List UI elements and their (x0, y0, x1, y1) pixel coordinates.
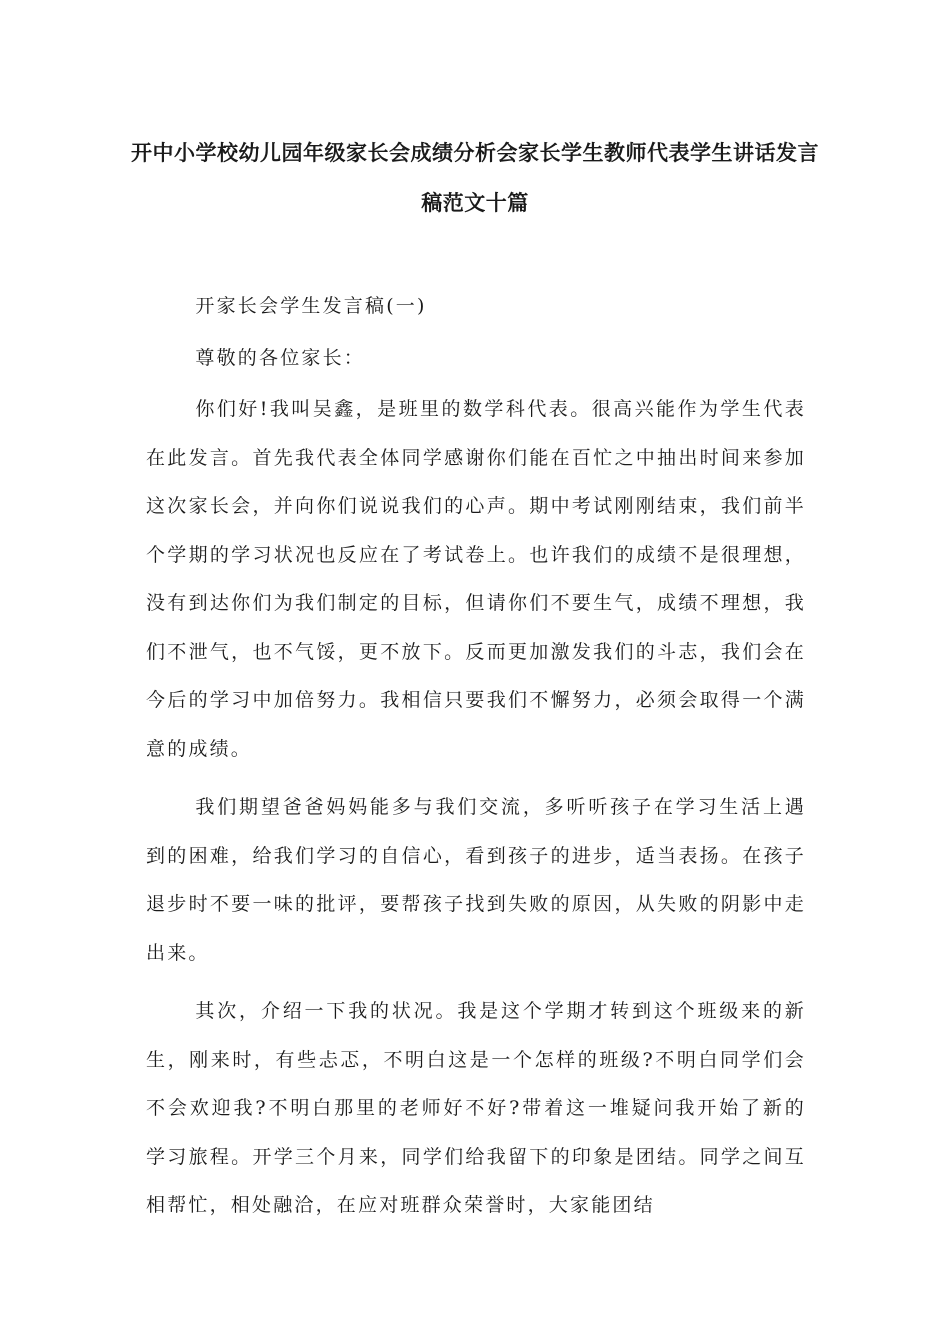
salutation: 尊敬的各位家长： (195, 346, 365, 369)
paragraph-1: 你们好!我叫吴鑫，是班里的数学科代表。很高兴能作为学生代表在此发言。首先我代表全体同学感谢你们能在百忙之中抽出时间来参加这次家长会，并向你们说说我们的心声。期中考试刚刚结束，我们前半个学期的学习状况也反应在了考试卷上。也许我们的成绩不是很理想，没有到达你们为我们制定的目标，但请你们不要生气，成绩不理想，我们不泄气，也不气馁，更不放下。反而更加激发我们的斗志，我们会在今后的学习中加倍努力。我相信只要我们不懈努力，必须会取得一个满意的成绩。 (146, 398, 806, 760)
document-title: 开中小学校幼儿园年级家长会成绩分析会家长学生教师代表学生讲话发言稿范文十篇 (131, 141, 819, 215)
section-heading: 开家长会学生发言稿(一) (195, 295, 427, 317)
paragraph-3: 其次，介绍一下我的状况。我是这个学期才转到这个班级来的新生，刚来时，有些忐忑，不明白这是一个怎样的班级?不明白同学们会不会欢迎我?不明白那里的老师好不好?带着这一堆疑问我开始了新的学习旅程。开学三个月来，同学们给我留下的印象是团结。同学之间互相帮忙，相处融洽，在应对班群众荣誉时，大家能团结 (146, 1000, 806, 1216)
paragraph-2: 我们期望爸爸妈妈能多与我们交流，多听听孩子在学习生活上遇到的困难，给我们学习的自信心，看到孩子的进步，适当表扬。在孩子退步时不要一味的批评，要帮孩子找到失败的原因，从失败的阴影中走出来。 (146, 796, 806, 964)
document-body (146, 282, 806, 1230)
